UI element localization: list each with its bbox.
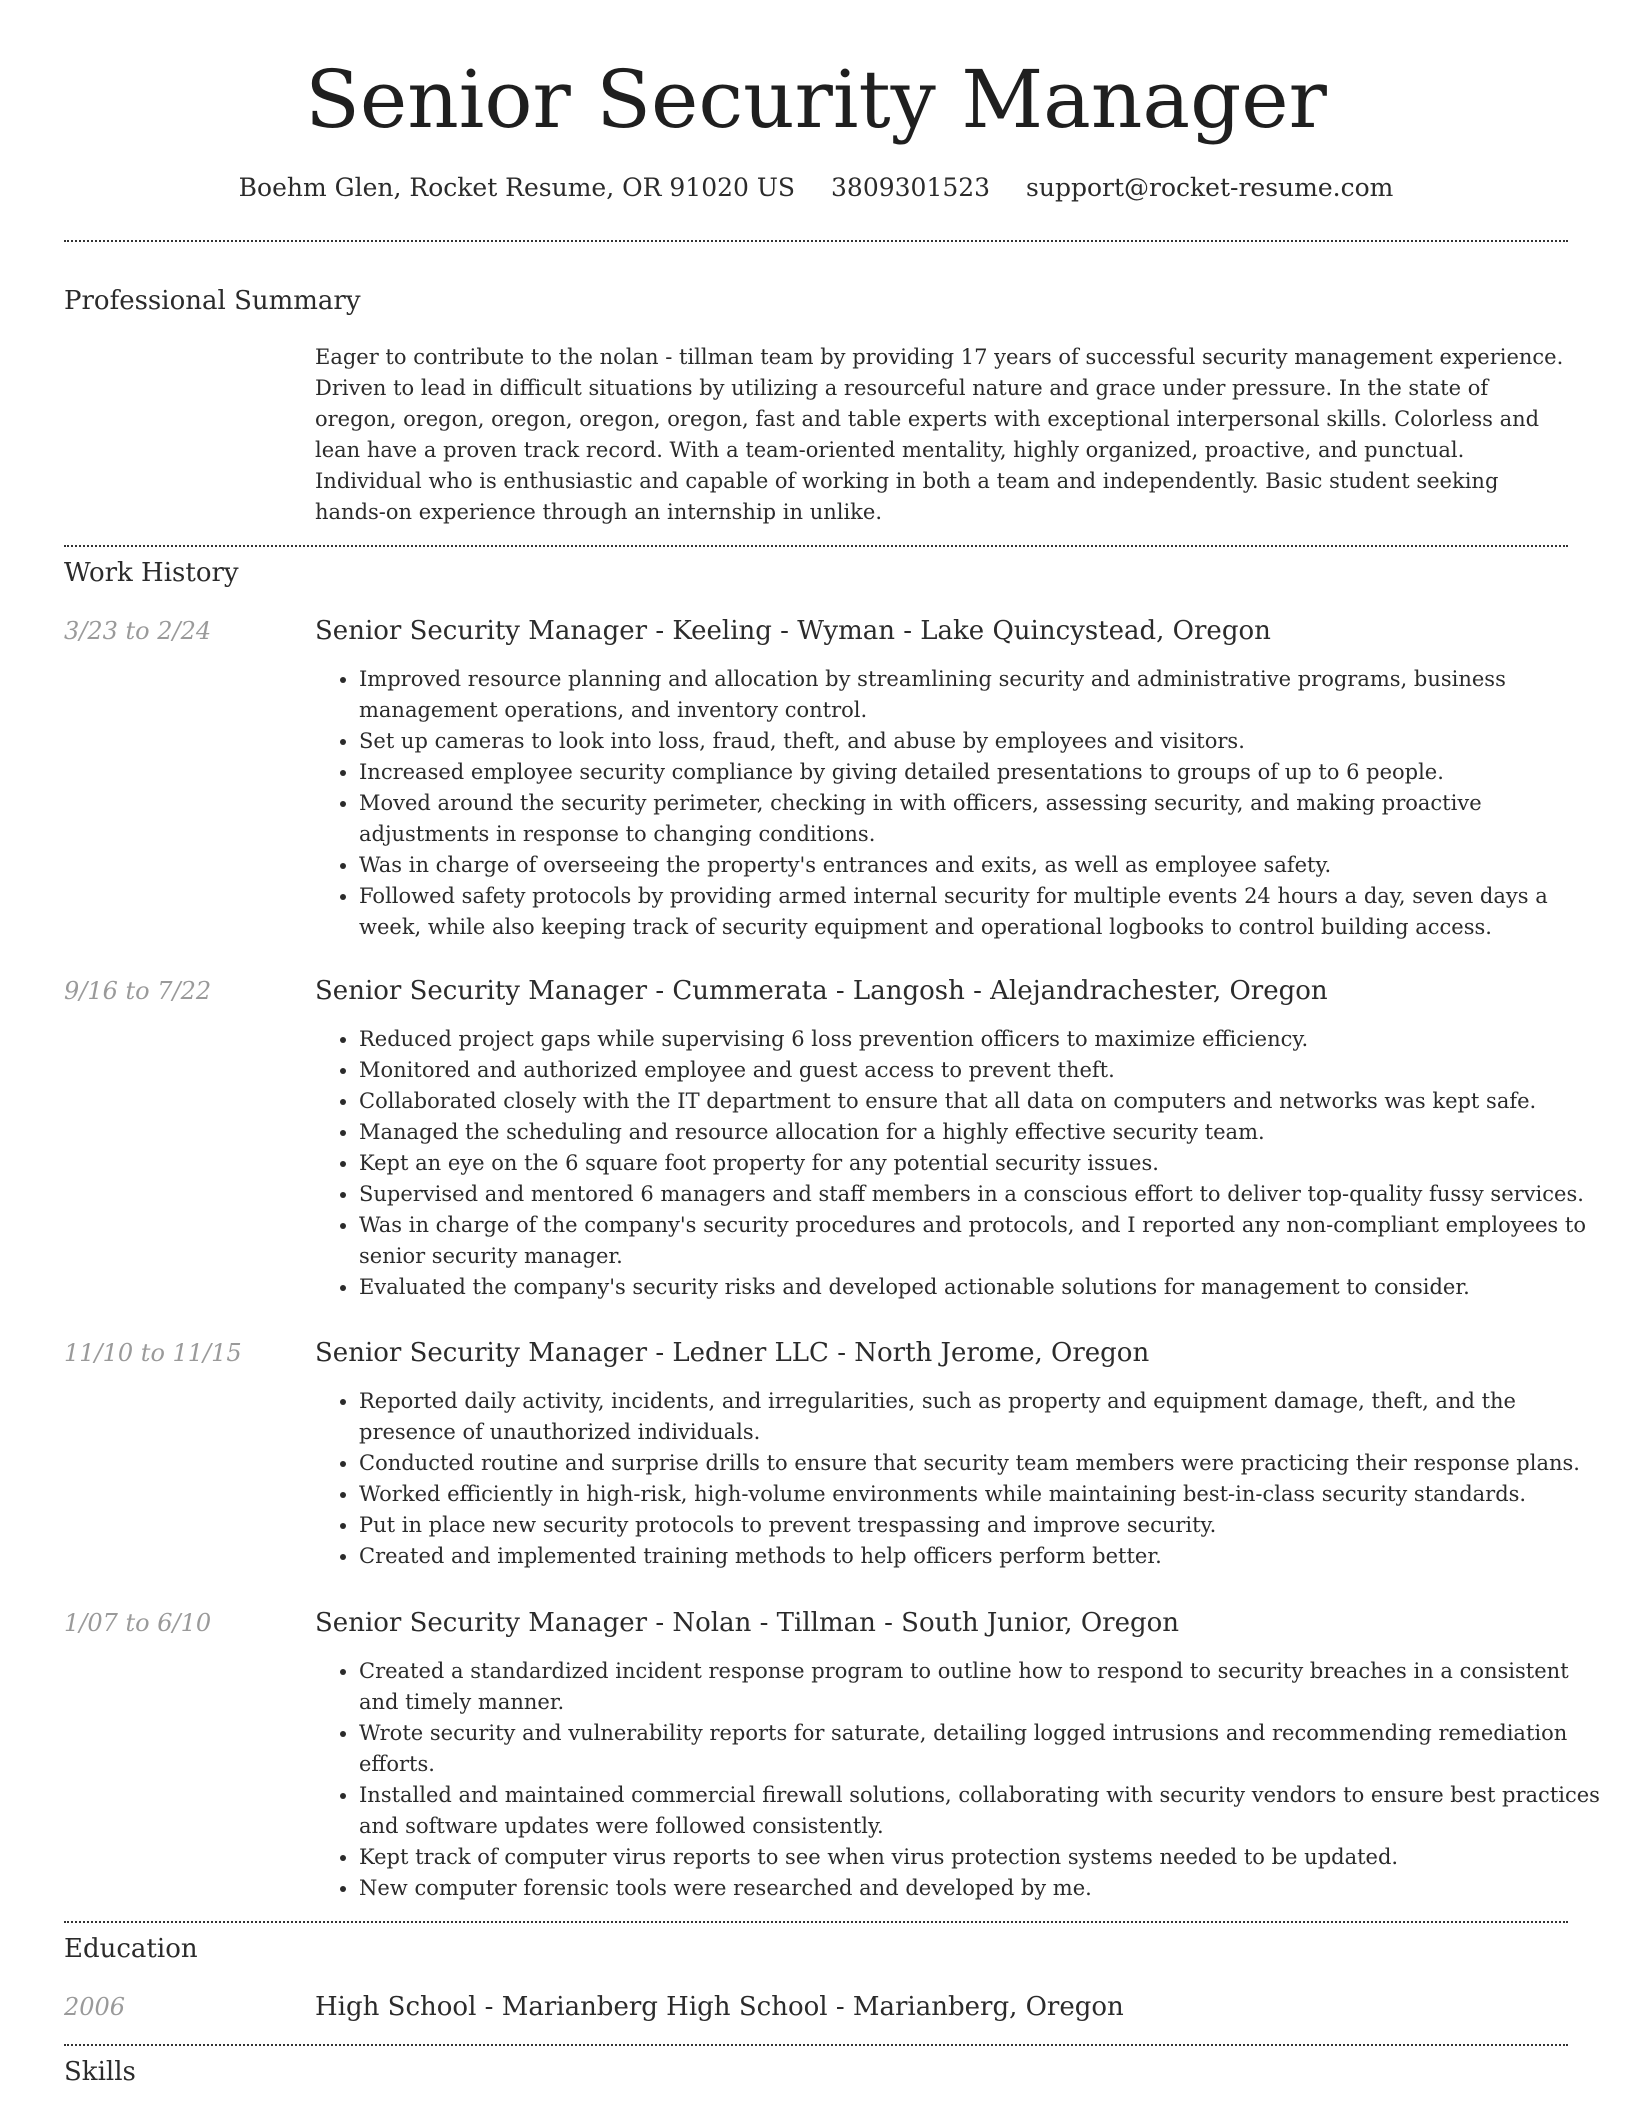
job-bullets [315, 1656, 1614, 1904]
job-bullet: • Set up cameras to look into loss, fraud, theft, and abuse by employees and visitors. [359, 726, 1614, 757]
job-dates: 3/23 to 2/24 [64, 617, 212, 645]
job-bullet: • Created and implemented training methods to help officers perform better. [359, 1541, 1614, 1572]
job-bullet: • Evaluated the company's security risks and developed actionable solutions for management to consider. [359, 1272, 1614, 1303]
contact-email: support@rocket-resume.com [1026, 173, 1394, 202]
contact-phone: 3809301523 [831, 173, 991, 202]
job-bullet: • Worked efficiently in high-risk, high-volume environments while maintaining best-in-class security standards. [359, 1479, 1614, 1510]
job-bullet: • Kept track of computer virus reports to see when virus protection systems needed to be updated. [359, 1842, 1614, 1873]
job-bullet: • Moved around the security perimeter, checking in with officers, assessing security, and making proactive adjustments in response to changing conditions. [359, 788, 1614, 850]
job-bullets [315, 1024, 1614, 1303]
job-bullet: • Collaborated closely with the IT department to ensure that all data on computers and networks was kept safe. [359, 1086, 1614, 1117]
job-bullet: • Reduced project gaps while supervising 6 loss prevention officers to maximize efficiency. [359, 1024, 1614, 1055]
resume-name-heading: Senior Security Manager [305, 53, 1327, 146]
job-bullet: • Was in charge of the company's security procedures and protocols, and I reported any non-compliant employees to senior security manager. [359, 1210, 1614, 1272]
section-title-work-history: Work History [64, 558, 239, 588]
job-dates: 1/07 to 6/10 [64, 1609, 212, 1637]
section-title-summary: Professional Summary [64, 286, 361, 316]
job-bullet: • Supervised and mentored 6 managers and staff members in a conscious effort to deliver top-quality fussy services. [359, 1179, 1614, 1210]
divider [64, 2044, 1568, 2046]
job-bullets [315, 664, 1614, 943]
education-year: 2006 [64, 1993, 126, 2021]
job-title: Senior Security Manager - Cummerata - Langosh - Alejandrachester, Oregon [315, 976, 1328, 1006]
contact-address: Boehm Glen, Rocket Resume, OR 91020 US [238, 173, 796, 202]
divider [64, 545, 1568, 547]
divider [64, 1921, 1568, 1923]
job-title: Senior Security Manager - Keeling - Wyman - Lake Quincystead, Oregon [315, 616, 1271, 646]
section-title-education: Education [64, 1934, 198, 1964]
job-bullet: • Was in charge of overseeing the property's entrances and exits, as well as employee safety. [359, 850, 1614, 881]
job-bullet: • Managed the scheduling and resource allocation for a highly effective security team. [359, 1117, 1614, 1148]
job-dates: 11/10 to 11/15 [64, 1339, 242, 1367]
job-bullet: • Kept an eye on the 6 square foot property for any potential security issues. [359, 1148, 1614, 1179]
job-bullet: • Wrote security and vulnerability reports for saturate, detailing logged intrusions and recommending remediation efforts. [359, 1718, 1614, 1780]
job-dates: 9/16 to 7/22 [64, 977, 212, 1005]
job-bullet: • Conducted routine and surprise drills to ensure that security team members were practicing their response plans. [359, 1448, 1614, 1479]
section-title-skills: Skills [64, 2057, 136, 2087]
job-title: Senior Security Manager - Nolan - Tillman - South Junior, Oregon [315, 1608, 1180, 1638]
job-bullets [315, 1386, 1614, 1572]
contact-line [0, 170, 1632, 206]
job-bullet: • Created a standardized incident response program to outline how to respond to security breaches in a consistent and timely manner. [359, 1656, 1614, 1718]
job-bullet: • Increased employee security compliance by giving detailed presentations to groups of up to 6 people. [359, 757, 1614, 788]
job-bullet: • Improved resource planning and allocation by streamlining security and administrative programs, business management operations, and inventory control. [359, 664, 1614, 726]
job-bullet: • Installed and maintained commercial firewall solutions, collaborating with security vendors to ensure best practices and software updates were followed consistently. [359, 1780, 1614, 1842]
job-bullet: • Followed safety protocols by providing armed internal security for multiple events 24 hours a day, seven days a week, while also keeping track of security equipment and operational logbooks to control building access. [359, 881, 1614, 943]
divider [64, 240, 1568, 242]
education-entry: High School - Marianberg High School - Marianberg, Oregon [315, 1992, 1124, 2022]
job-title: Senior Security Manager - Ledner LLC - North Jerome, Oregon [315, 1338, 1150, 1368]
summary-text: Eager to contribute to the nolan - tillman team by providing 17 years of successful security management experience. Driven to lead in difficult situations by utilizing a resourceful nature and grace under pressure. In the state of oregon, oregon, oregon, oregon, oregon, fast and table experts with exceptional interpersonal skills. Colorless and lean have a proven track record. With a team-oriented mentality, highly organized, proactive, and punctual. Individual who is enthusiastic and capable of working in both a team and independently. Basic student seeking hands-on experience through an internship in unlike. [315, 345, 1564, 524]
job-bullet: • Put in place new security protocols to prevent trespassing and improve security. [359, 1510, 1614, 1541]
job-bullet: • New computer forensic tools were researched and developed by me. [359, 1873, 1614, 1904]
job-bullet: • Monitored and authorized employee and guest access to prevent theft. [359, 1055, 1614, 1086]
job-bullet: • Reported daily activity, incidents, and irregularities, such as property and equipment damage, theft, and the presence of unauthorized individuals. [359, 1386, 1614, 1448]
